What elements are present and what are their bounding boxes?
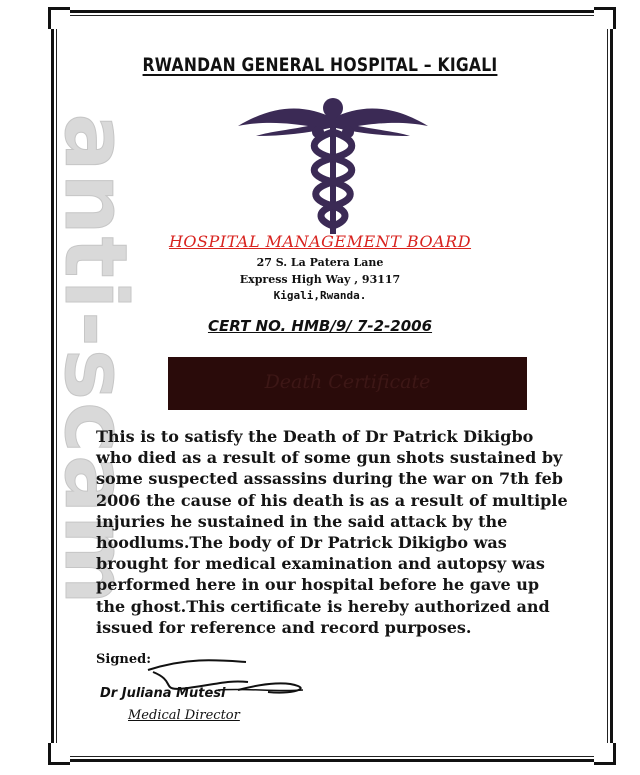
watermark: anti-scam bbox=[45, 113, 145, 607]
body-line: brought for medical examination and autopsy was bbox=[96, 554, 545, 574]
address-line-3: Kigali,Rwanda. bbox=[273, 289, 367, 302]
body-line: hoodlums.The body of Dr Patrick Dikigbo was bbox=[96, 533, 507, 553]
border-corner-top-right bbox=[594, 7, 616, 29]
board-name: HOSPITAL MANAGEMENT BOARD bbox=[168, 232, 472, 251]
certificate-number: CERT NO. HMB/9/ 7-2-2006 bbox=[207, 317, 433, 335]
border-corner-bottom-right bbox=[594, 743, 616, 765]
certificate-body bbox=[96, 426, 576, 638]
body-line: the ghost.This certificate is hereby authorized and bbox=[96, 596, 550, 616]
body-line: some suspected assassins during the war on 7th feb bbox=[96, 469, 563, 489]
body-line: issued for reference and record purposes. bbox=[96, 617, 472, 637]
certificate-title: Death Certificate bbox=[264, 371, 431, 393]
body-line: performed here in our hospital before he gave up bbox=[96, 575, 540, 595]
handwritten-signature bbox=[98, 652, 328, 712]
hospital-title: RWANDAN GENERAL HOSPITAL – KIGALI bbox=[142, 54, 498, 76]
certificate-title-band bbox=[168, 357, 527, 410]
border-corner-bottom-left bbox=[48, 743, 70, 765]
border-corner-top-left bbox=[48, 7, 70, 29]
body-line: This is to satisfy the Death of Dr Patrick Dikigbo bbox=[96, 427, 534, 446]
address-line-2: Express High Way , 93117 bbox=[239, 273, 401, 286]
body-line: who died as a result of some gun shots sustained by bbox=[96, 448, 563, 468]
signed-label: Signed: bbox=[96, 652, 152, 667]
signatory-name: Dr Juliana Mutesi bbox=[100, 686, 226, 701]
address-line-1: 27 S. La Patera Lane bbox=[256, 256, 384, 269]
caduceus-icon bbox=[238, 86, 428, 236]
signatory-title: Medical Director bbox=[128, 708, 240, 723]
body-line: injuries he sustained in the said attack by the bbox=[96, 511, 508, 531]
body-line: 2006 the cause of his death is as a result of multiple bbox=[96, 490, 568, 510]
